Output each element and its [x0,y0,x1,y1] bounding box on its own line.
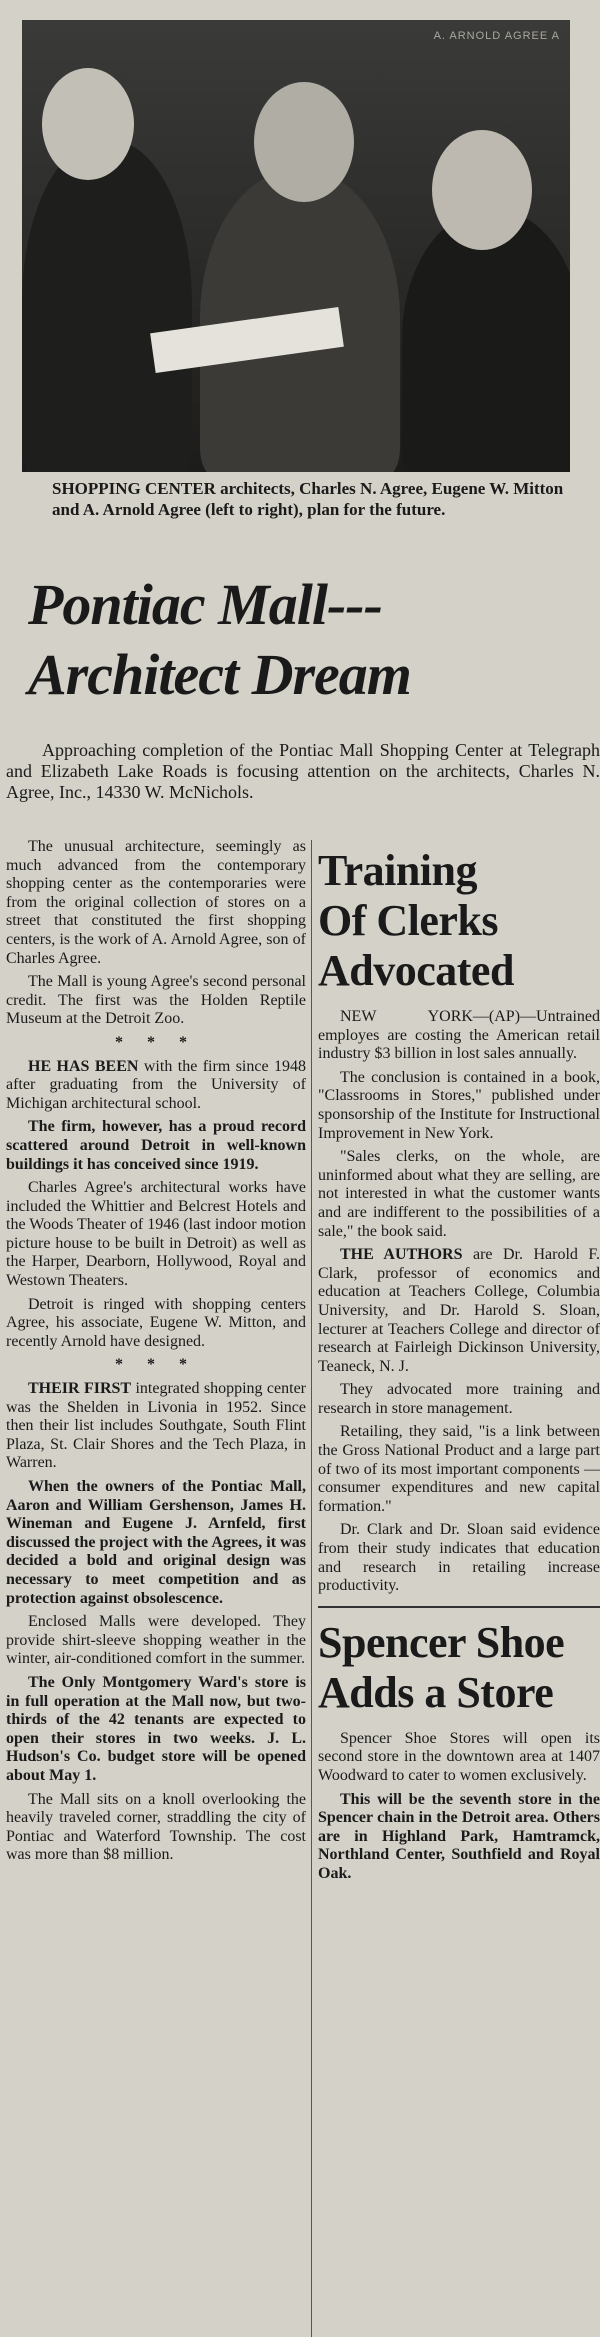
caption-lead: SHOPPING CENTER [52,479,216,498]
paragraph: Retailing, they said, "is a link between the Gross National Product and a large part of two of its most important components — consumer expenditures and new capital formation." [318,1423,600,1515]
training-headline-line-1: Training [318,846,478,895]
person-middle-head [254,82,354,202]
paragraph: Charles Agree's architectural works have included the Whittier and Belcrest Hotels and the Woods Theater of 1946 (last indoor motion picture house to be built in Detroit) as well as the Harper, Dearborn, Hollywood, Royal and Westown Theaters. [6,1179,306,1290]
person-right-head [432,130,532,250]
paragraph: Dr. Clark and Dr. Sloan said evidence from their study indicates that education and research in retailing increase productivity. [318,1521,600,1595]
paragraph: Spencer Shoe Stores will open its second store in the downtown area at 1407 Woodward to cater to women exclusively. [318,1729,600,1784]
caption-text: architects, Charles N. Agree, Eugene W. Mitton and A. Arnold Agree (left to right), plan for the future. [52,479,564,519]
article-photo [22,20,570,472]
paragraph [6,1058,306,1114]
paragraph: Detroit is ringed with shopping centers Agree, his associate, Eugene W. Mitton, and recently Arnold have designed. [6,1295,306,1350]
article-separator [318,1606,600,1608]
spencer-headline [318,1618,600,1718]
paragraph [6,1380,306,1473]
training-headline [318,846,600,996]
article-intro: Approaching completion of the Pontiac Mall Shopping Center at Telegraph and Elizabeth Lake Roads is focusing attention on the architects, Charles N. Agree, Inc., 14330 W. McNichols. [6,740,600,802]
section-divider: * * * [115,1033,197,1051]
paragraph: Enclosed Malls were developed. They provide shirt-sleeve shopping weather in the winter, air-conditioned comfort in the summer. [6,1613,306,1668]
paragraph: The conclusion is contained in a book, "Classrooms in Stores," published under sponsorship of the Institute for Instructional Improvement in New York. [318,1068,600,1142]
paragraph: When the owners of the Pontiac Mall, Aaron and William Gershenson, James H. Wineman and Eugene J. Arnfeld, first discussed the project with the Agrees, it was decided a bold and original design was necessary to meet competition and as protection against obsolescence. [6,1478,306,1607]
person-left-figure [22,140,192,472]
paragraph-text: are Dr. Harold F. Clark, professor of economics and education at Teachers College, Columbia University, and Dr. Harold S. Sloan, lecturer at Teachers College and director of research at Fairleigh Dickinson University, Teaneck, N. J. [318,1246,600,1375]
paragraph: "Sales clerks, on the whole, are uninformed about what they are selling, are not interested in what the customer wants and are indifferent to the possibilities of a sale," the book said. [318,1148,600,1240]
paragraph-lead: THE AUTHORS [340,1246,463,1264]
training-headline-line-3: Advocated [318,946,514,995]
paragraph: The firm, however, has a proud record scattered around Detroit in well-known buildings it has conceived since 1919. [6,1118,306,1173]
paragraph-text: with the firm since 1948 after graduating from the University of Michigan architectural school. [6,1057,306,1112]
paragraph: The unusual architecture, seemingly as much advanced from the contemporary shopping center as the contemporaries were from the original collection of stores on a street that constituted the first shopping centers, is the work of A. Arnold Agree, son of Charles Agree. [6,838,306,967]
spencer-headline-line-1: Spencer Shoe [318,1617,565,1667]
headline-line-1: Pontiac Mall--- [28,572,382,637]
paragraph: They advocated more training and research in store management. [318,1381,600,1417]
paragraph-lead: THEIR FIRST [28,1380,132,1398]
paragraph: The Only Montgomery Ward's store is in full operation at the Mall now, but two-thirds of the 42 tenants are expected to open their stores in two weeks. J. L. Hudson's Co. budget store will be opened about May 1. [6,1673,306,1784]
paragraph [318,1246,600,1376]
paragraph: This will be the seventh store in the Spencer chain in the Detroit area. Others are in Highland Park, Hamtramck, Northland Center, Southfield and Royal Oak. [318,1790,600,1882]
column-rule [311,840,312,2337]
right-column [318,846,600,1889]
spencer-headline-line-2: Adds a Store [318,1667,554,1717]
photo-credit: A. ARNOLD AGREE A [433,30,560,42]
paragraph-text: integrated shopping center was the Shelden in Livonia in 1952. Since then their list includes Southgate, South Flint Plaza, St. Clair Shores and the Tech Plaza, in Warren. [6,1380,306,1472]
paragraph: The Mall sits on a knoll overlooking the heavily traveled corner, straddling the city of Pontiac and Waterford Township. The cost was more than $8 million. [6,1790,306,1864]
section-divider: * * * [115,1356,197,1374]
headline-line-2: Architect Dream [28,642,411,707]
paragraph-lead: HE HAS BEEN [28,1057,139,1075]
main-headline [28,570,588,710]
paragraph: NEW YORK—(AP)—Untrained employes are costing the American retail industry $3 billion in lost sales annually. [318,1008,600,1063]
person-left-head [42,68,134,180]
left-column [6,838,306,1870]
photo-caption [52,478,582,520]
training-headline-line-2: Of Clerks [318,896,499,945]
paragraph: The Mall is young Agree's second personal credit. The first was the Holden Reptile Museum at the Detroit Zoo. [6,973,306,1028]
